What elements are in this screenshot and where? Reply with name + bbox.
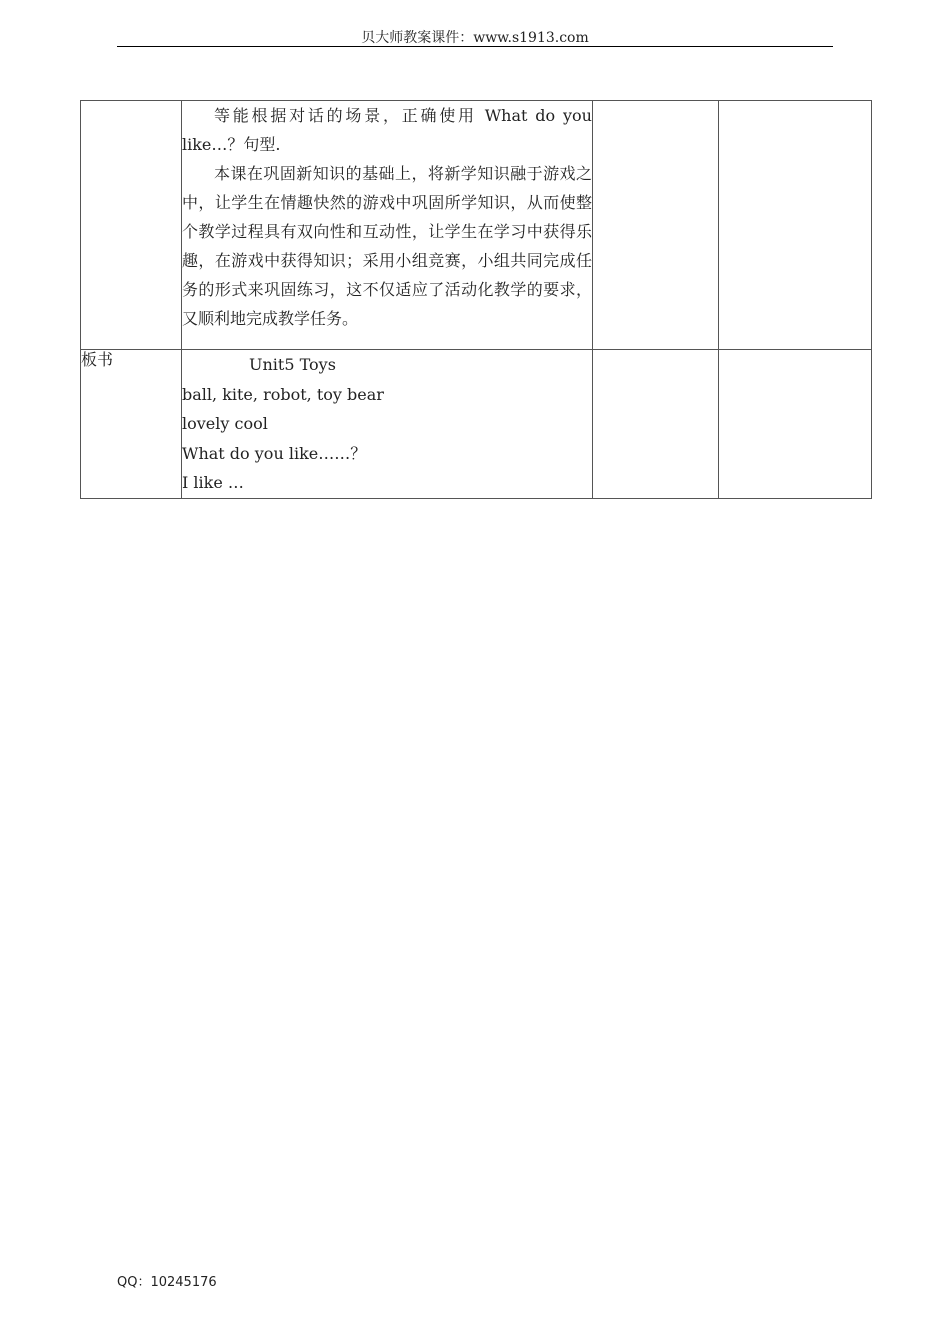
board-line: I like … — [182, 473, 244, 492]
board-line: lovely cool — [182, 414, 268, 433]
header-divider — [117, 46, 833, 47]
paragraph-usage: 等能根据对话的场景，正确使用 What do you like…？句型. — [182, 106, 592, 154]
board-title: Unit5 Toys — [249, 355, 336, 374]
empty-cell — [719, 101, 872, 350]
row-label-blackboard: 板书 — [81, 350, 182, 499]
empty-cell — [719, 350, 872, 499]
board-line: What do you like……？ — [182, 443, 367, 463]
blackboard-cell — [182, 350, 593, 499]
empty-cell — [593, 350, 719, 499]
table-row — [81, 101, 872, 350]
table-row — [81, 350, 872, 499]
page-header: 贝大师教案课件：www.s1913.com — [361, 30, 589, 46]
row-label-empty — [81, 101, 182, 350]
empty-cell — [593, 101, 719, 350]
lesson-plan-table — [80, 100, 872, 499]
board-line: ball, kite, robot, toy bear — [182, 384, 384, 404]
page-footer: QQ：10245176 — [117, 1275, 217, 1290]
paragraph-method: 本课在巩固新知识的基础上，将新学知识融于游戏之中，让学生在情趣快然的游戏中巩固所学知识，从而使整个教学过程具有双向性和互动性，让学生在学习中获得乐趣，在游戏中获得知识；采用小组竞赛，小组共同完成任务的形式来巩固练习，这不仅适应了活动化教学的要求，又顺利地完成教学任务。 — [182, 164, 592, 328]
design-intent-cell — [182, 101, 593, 350]
